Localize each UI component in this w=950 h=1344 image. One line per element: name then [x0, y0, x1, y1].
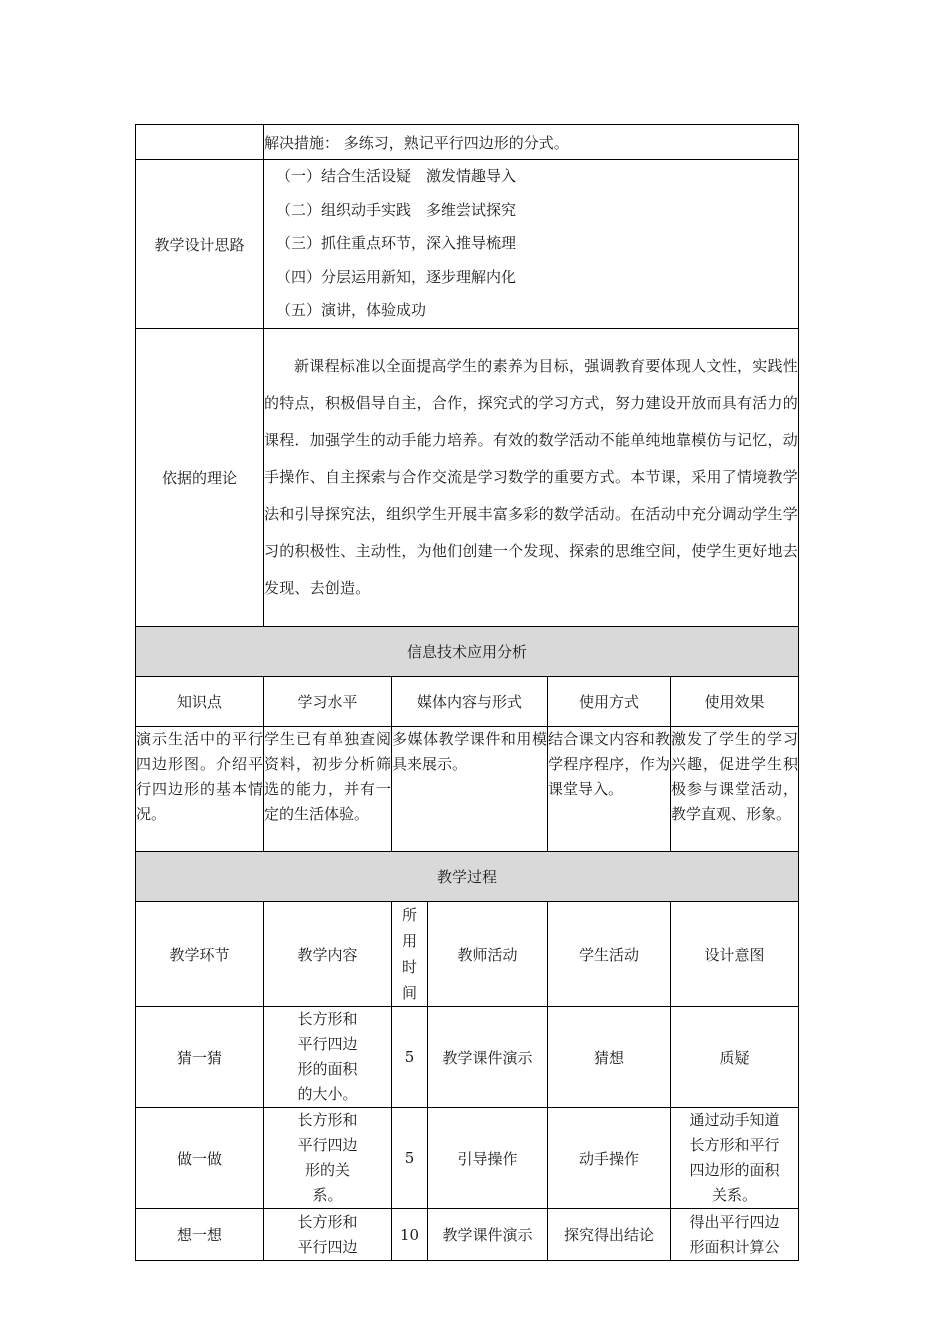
header-teacher-activity: 教师活动 [428, 902, 548, 1007]
process-header-row [136, 902, 799, 1007]
usage-method-cell: 结合课文内容和教学程序程序，作为课堂导入。 [548, 727, 671, 852]
design-item: （二）组织动手实践 多维尝试探究 [276, 200, 517, 219]
content-cell: 长方形和平行四边形的面积的大小。 [264, 1007, 392, 1108]
design-intent-cell: 得出平行四边形面积计算公 [671, 1209, 799, 1261]
media-content-cell: 多媒体教学课件和用模具来展示。 [392, 727, 548, 852]
header-usage-method: 使用方式 [548, 677, 671, 727]
design-row [136, 160, 799, 329]
it-analysis-title: 信息技术应用分析 [136, 627, 799, 677]
teacher-activity-cell: 引导操作 [428, 1108, 548, 1209]
header-learning-level: 学习水平 [264, 677, 392, 727]
process-title-row [136, 852, 799, 902]
theory-label: 依据的理论 [136, 329, 264, 627]
header-design-intent: 设计意图 [671, 902, 799, 1007]
teacher-activity-cell: 教学课件演示 [428, 1209, 548, 1261]
design-intent-cell: 通过动手知道长方形和平行四边形的面积关系。 [671, 1108, 799, 1209]
measures-row [136, 125, 799, 160]
stage-cell: 做一做 [136, 1108, 264, 1209]
process-row [136, 1209, 799, 1261]
it-analysis-header-row [136, 677, 799, 727]
process-title: 教学过程 [136, 852, 799, 902]
theory-row [136, 329, 799, 627]
design-intent-cell: 质疑 [671, 1007, 799, 1108]
lesson-plan-table [135, 124, 799, 1261]
time-cell: 5 [392, 1007, 428, 1108]
teacher-activity-cell: 教学课件演示 [428, 1007, 548, 1108]
student-activity-cell: 猜想 [548, 1007, 671, 1108]
measures-text: 解决措施： 多练习，熟记平行四边形的分式。 [264, 125, 799, 160]
student-activity-cell: 探究得出结论 [548, 1209, 671, 1261]
empty-label-cell [136, 125, 264, 160]
design-item: （一）结合生活设疑 激发情趣导入 [276, 167, 517, 186]
header-teaching-content: 教学内容 [264, 902, 392, 1007]
student-activity-cell: 动手操作 [548, 1108, 671, 1209]
header-student-activity: 学生活动 [548, 902, 671, 1007]
header-time-used: 所用时间 [392, 902, 428, 1007]
design-item: （四）分层运用新知，逐步理解内化 [276, 267, 517, 286]
header-teaching-stage: 教学环节 [136, 902, 264, 1007]
process-row [136, 1007, 799, 1108]
knowledge-point-cell: 演示生活中的平行四边形图。介绍平行四边形的基本情况。 [136, 727, 264, 852]
content-cell: 长方形和平行四边 [264, 1209, 392, 1261]
header-knowledge-point: 知识点 [136, 677, 264, 727]
time-cell: 5 [392, 1108, 428, 1209]
stage-cell: 想一想 [136, 1209, 264, 1261]
stage-cell: 猜一猜 [136, 1007, 264, 1108]
header-usage-effect: 使用效果 [671, 677, 799, 727]
theory-text: 新课程标准以全面提高学生的素养为目标，强调教育要体现人文性，实践性的特点，积极倡导自主，合作，探究式的学习方式，努力建设开放而具有活力的课程．加强学生的动手能力培养。有效的数学活动不能单纯地靠模仿与记忆，动手操作、自主探索与合作交流是学习数学的重要方式。本节课，采用了情境教学法和引导探究法，组织学生开展丰富多彩的数学活动。在活动中充分调动学生学习的积极性、主动性，为他们创建一个发现、探索的思维空间，使学生更好地去发现、去创造。 [264, 329, 799, 627]
time-cell: 10 [392, 1209, 428, 1261]
design-item: （五）演讲，体验成功 [276, 301, 427, 320]
learning-level-cell: 学生已有单独查阅资料，初步分析筛选的能力，并有一定的生活体验。 [264, 727, 392, 852]
design-label: 教学设计思路 [136, 160, 264, 329]
it-analysis-data-row [136, 727, 799, 852]
process-row [136, 1108, 799, 1209]
usage-effect-cell: 激发了学生的学习兴趣，促进学生积极参与课堂活动，教学直观、形象。 [671, 727, 799, 852]
design-list [264, 160, 799, 329]
header-media-content: 媒体内容与形式 [392, 677, 548, 727]
content-cell: 长方形和平行四边形的关系。 [264, 1108, 392, 1209]
design-item: （三）抓住重点环节，深入推导梳理 [276, 234, 517, 253]
it-analysis-title-row [136, 627, 799, 677]
